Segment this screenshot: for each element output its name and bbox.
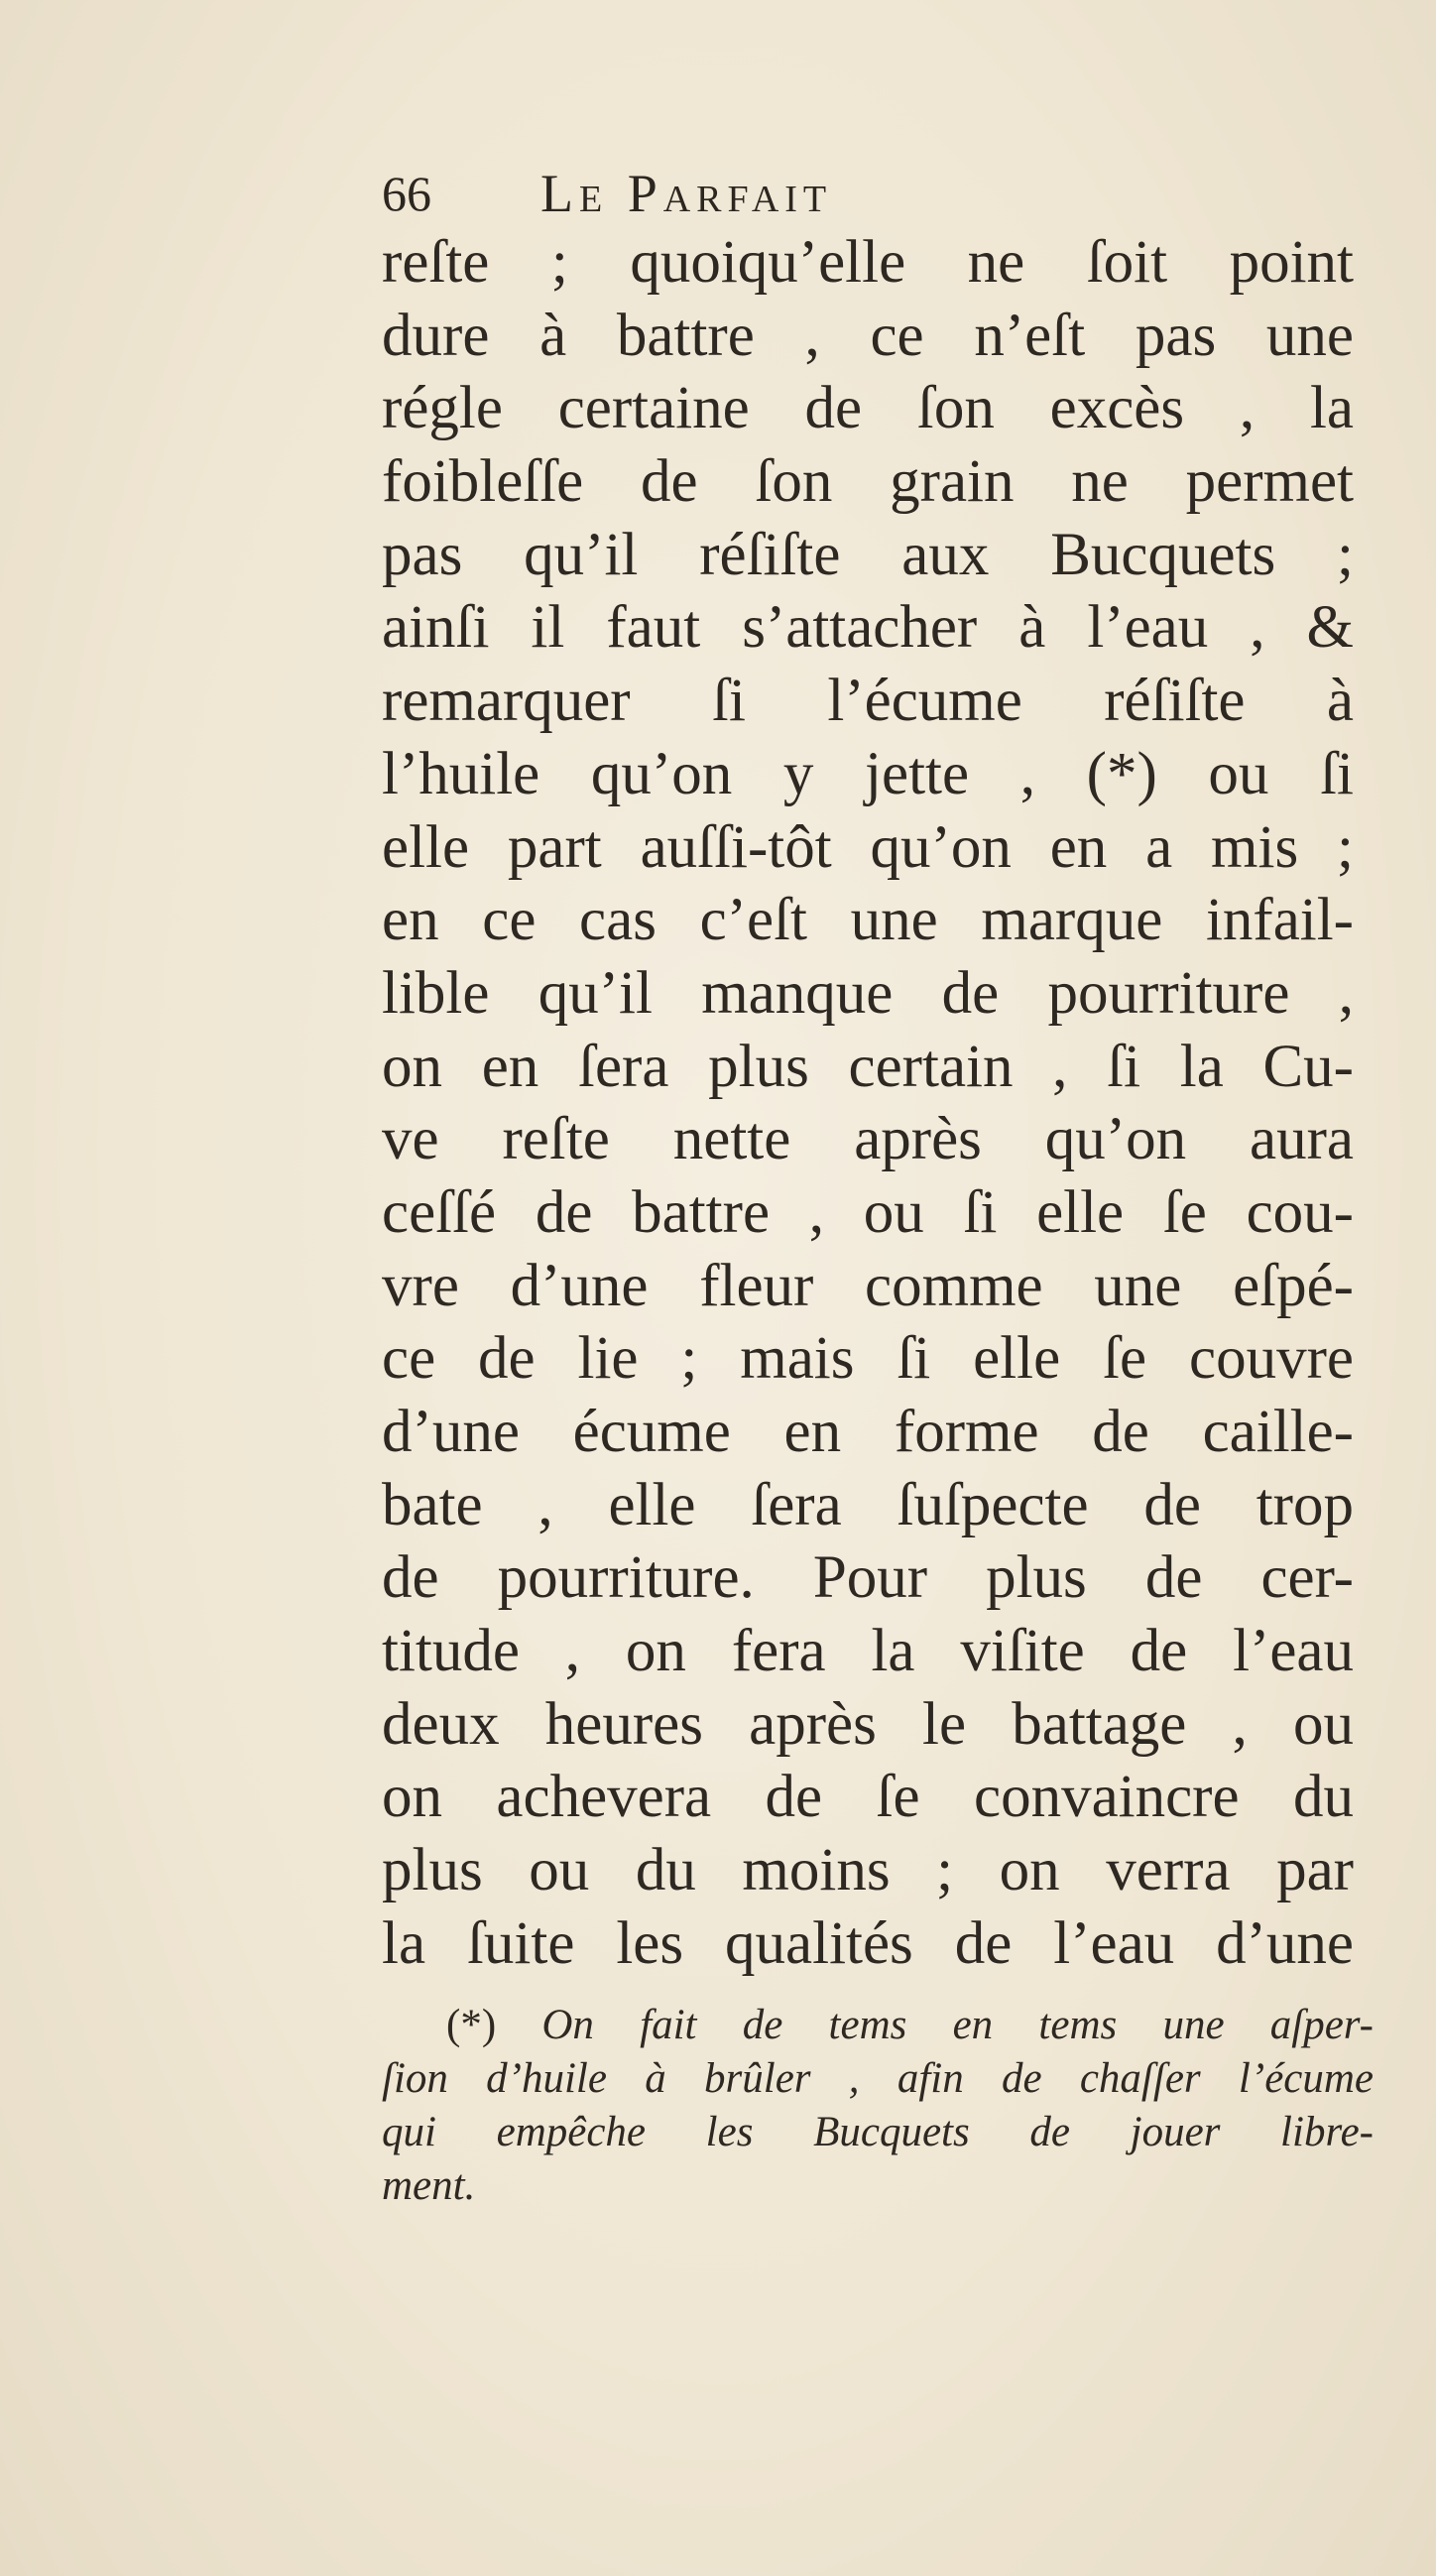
- text-line: bate , elle ſera ſuſpecte de trop: [382, 1471, 1354, 1538]
- footnote-line: ſion d’huile à brûler , afin de chaſſer l’écume: [382, 2055, 1374, 2102]
- text-line: titude , on fera la viſite de l’eau: [382, 1618, 1354, 1685]
- page-number: 66: [382, 166, 431, 221]
- footnote: [382, 1999, 1374, 2213]
- text-line: pas qu’il réſiſte aux Bucquets ;: [382, 521, 1354, 588]
- footnote-marker: (*): [446, 2002, 497, 2048]
- page-header: [382, 159, 1374, 228]
- text-line: ce de lie ; mais ſi elle ſe couvre: [382, 1325, 1354, 1393]
- body-text: [382, 226, 1354, 1981]
- text-line: d’une écume en forme de caille-: [382, 1399, 1354, 1465]
- text-line: reſte ; quoiqu’elle ne ſoit point: [382, 229, 1354, 296]
- text-line: remarquer ſi l’écume réſiſte à: [382, 668, 1354, 735]
- text-line: lible qu’il manque de pourriture ,: [382, 959, 1354, 1027]
- text-line: en ce cas c’eſt une marque infail-: [382, 887, 1354, 954]
- footnote-line: qui empêche les Bucquets de jouer libre-: [382, 2109, 1374, 2155]
- footnote-line: [382, 1999, 1374, 2052]
- text-line: deux heures après le battage , ou: [382, 1690, 1354, 1758]
- text-line: elle part auſſi-tôt qu’on en a mis ;: [382, 813, 1354, 881]
- text-line: de pourriture. Pour plus de cer-: [382, 1544, 1354, 1612]
- footnote-text: On fait de tems en tems une aſper-: [541, 2002, 1375, 2048]
- text-line: la ſuite les qualités de l’eau d’une: [382, 1909, 1354, 1977]
- text-line: on achevera de ſe convaincre du: [382, 1764, 1354, 1831]
- text-line: vre d’une fleur comme une eſpé-: [382, 1252, 1354, 1319]
- text-line: plus ou du moins ; on verra par: [382, 1837, 1354, 1904]
- text-line: ainſi il faut s’attacher à l’eau , &: [382, 594, 1354, 662]
- text-line: l’huile qu’on y jette , (*) ou ſi: [382, 740, 1354, 807]
- running-title: Le Parfait: [540, 164, 833, 223]
- text-line: régle certaine de ſon excès , la: [382, 375, 1354, 442]
- footnote-line: ment.: [382, 2162, 476, 2209]
- text-line: on en ſera plus certain , ſi la Cu-: [382, 1033, 1354, 1100]
- text-line: ve reſte nette après qu’on aura: [382, 1106, 1354, 1173]
- text-line: dure à battre , ce n’eſt pas une: [382, 302, 1354, 369]
- text-line: ceſſé de battre , ou ſi elle ſe cou-: [382, 1178, 1354, 1246]
- text-line: foibleſſe de ſon grain ne permet: [382, 448, 1354, 516]
